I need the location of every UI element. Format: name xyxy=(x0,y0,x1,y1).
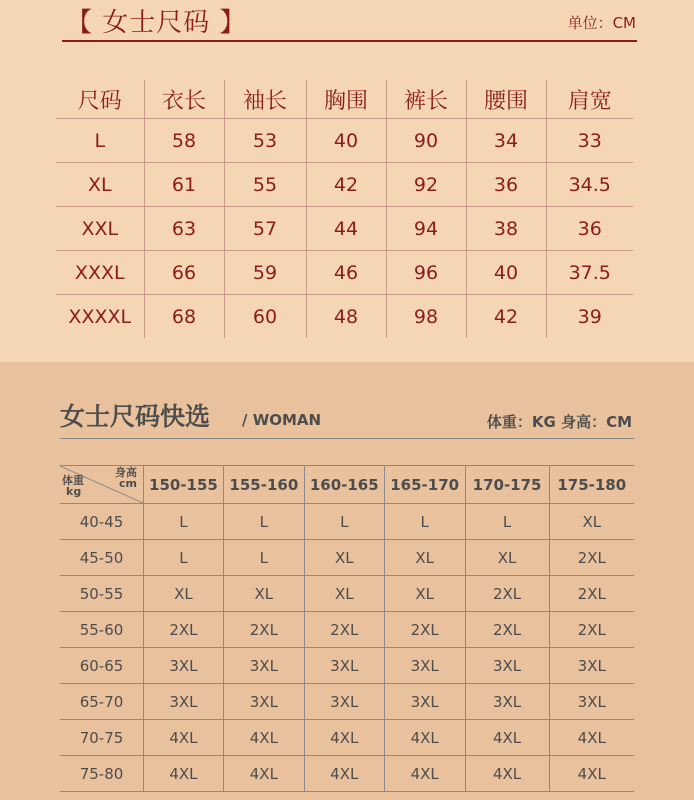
recommended-size-cell: 3XL xyxy=(549,684,634,720)
measurement-cell: 63 xyxy=(144,207,224,251)
corner-cell xyxy=(60,466,144,504)
measurement-cell: 96 xyxy=(386,251,466,295)
table-row xyxy=(60,576,634,612)
measurement-cell: 36 xyxy=(546,207,633,251)
recommended-size-cell: L xyxy=(223,540,304,576)
weight-range-cell: 45-50 xyxy=(60,540,144,576)
weight-range-cell: 70-75 xyxy=(60,720,144,756)
quick-pick-divider xyxy=(60,438,634,439)
measurement-cell: 37.5 xyxy=(546,251,633,295)
recommended-size-cell: 4XL xyxy=(549,756,634,792)
table-row xyxy=(60,540,634,576)
measurement-cell: 59 xyxy=(224,251,306,295)
recommended-size-cell: 3XL xyxy=(384,648,465,684)
measurement-cell: 34 xyxy=(466,119,546,163)
recommended-size-cell: XL xyxy=(304,576,384,612)
measurement-cell: 40 xyxy=(466,251,546,295)
recommended-size-cell: 2XL xyxy=(549,612,634,648)
height-range-header: 165-170 xyxy=(384,466,465,504)
recommended-size-cell: 3XL xyxy=(144,648,224,684)
recommended-size-cell: 3XL xyxy=(465,648,549,684)
height-unit: cm xyxy=(119,477,137,490)
height-range-header: 170-175 xyxy=(465,466,549,504)
measurement-cell: 33 xyxy=(546,119,633,163)
quick-pick-header-row xyxy=(60,466,634,504)
measurement-cell: 36 xyxy=(466,163,546,207)
recommended-size-cell: 3XL xyxy=(549,648,634,684)
measurement-cell: 92 xyxy=(386,163,466,207)
recommended-size-cell: 3XL xyxy=(384,684,465,720)
header-cell: 肩宽 xyxy=(546,80,633,119)
size-chart-title: 【 女士尺码 】 xyxy=(66,8,247,38)
recommended-size-cell: XL xyxy=(465,540,549,576)
recommended-size-cell: 4XL xyxy=(223,756,304,792)
recommended-size-cell: L xyxy=(384,504,465,540)
recommended-size-cell: 3XL xyxy=(223,684,304,720)
header-cell: 裤长 xyxy=(386,80,466,119)
header-cell: 尺码 xyxy=(77,88,122,114)
weight-range-cell: 40-45 xyxy=(60,504,144,540)
measurement-cell: 53 xyxy=(224,119,306,163)
recommended-size-cell: XL xyxy=(223,576,304,612)
header-cell: 胸围 xyxy=(306,80,386,119)
recommended-size-cell: L xyxy=(465,504,549,540)
quick-pick-unit: 体重：KG 身高：CM xyxy=(486,413,632,431)
recommended-size-cell: 2XL xyxy=(304,612,384,648)
table-row xyxy=(56,251,633,295)
size-chart-section xyxy=(0,0,694,362)
height-range-header: 175-180 xyxy=(549,466,634,504)
measurement-cell: 39 xyxy=(546,295,633,339)
recommended-size-cell: L xyxy=(223,504,304,540)
height-range-header: 150-155 xyxy=(144,466,224,504)
size-label-cell: XL xyxy=(56,163,144,207)
weight-range-cell: 65-70 xyxy=(60,684,144,720)
measurement-cell: 55 xyxy=(224,163,306,207)
recommended-size-cell: 2XL xyxy=(223,612,304,648)
size-label-cell: XXXXL xyxy=(56,295,144,339)
measurement-cell: 34.5 xyxy=(546,163,633,207)
header-cell: 腰围 xyxy=(466,80,546,119)
table-row xyxy=(60,612,634,648)
title-divider xyxy=(62,40,637,42)
recommended-size-cell: 2XL xyxy=(144,612,224,648)
quick-pick-title: 女士尺码快选 xyxy=(60,402,211,431)
recommended-size-cell: 4XL xyxy=(144,720,224,756)
table-row xyxy=(56,119,633,163)
table-row xyxy=(60,648,634,684)
recommended-size-cell: XL xyxy=(144,576,224,612)
quick-pick-table xyxy=(60,465,634,792)
recommended-size-cell: 4XL xyxy=(144,756,224,792)
weight-label: 体重 xyxy=(62,474,84,487)
table-row xyxy=(56,295,633,339)
measurement-cell: 40 xyxy=(306,119,386,163)
measurement-cell: 68 xyxy=(144,295,224,339)
recommended-size-cell: XL xyxy=(384,576,465,612)
height-label: 身高 xyxy=(115,466,137,479)
measurement-cell: 90 xyxy=(386,119,466,163)
measurement-cell: 66 xyxy=(144,251,224,295)
measurement-cell: 42 xyxy=(306,163,386,207)
measurement-cell: 44 xyxy=(306,207,386,251)
recommended-size-cell: 4XL xyxy=(304,756,384,792)
table-row xyxy=(56,207,633,251)
measurement-cell: 38 xyxy=(466,207,546,251)
recommended-size-cell: 2XL xyxy=(465,576,549,612)
recommended-size-cell: 4XL xyxy=(384,756,465,792)
recommended-size-cell: 4XL xyxy=(304,720,384,756)
measurement-cell: 42 xyxy=(466,295,546,339)
measurement-cell: 98 xyxy=(386,295,466,339)
size-label-cell: XXL xyxy=(56,207,144,251)
recommended-size-cell: 3XL xyxy=(304,684,384,720)
header-cell: 袖长 xyxy=(224,80,306,119)
weight-range-cell: 50-55 xyxy=(60,576,144,612)
weight-unit: kg xyxy=(66,485,82,498)
size-label-cell: L xyxy=(56,119,144,163)
measurement-cell: 61 xyxy=(144,163,224,207)
size-chart-unit: 单位：CM xyxy=(567,14,636,32)
recommended-size-cell: 2XL xyxy=(384,612,465,648)
recommended-size-cell: 4XL xyxy=(223,720,304,756)
quick-pick-subtitle: / WOMAN xyxy=(242,411,322,429)
recommended-size-cell: 4XL xyxy=(384,720,465,756)
table-row xyxy=(60,684,634,720)
table-row xyxy=(56,163,633,207)
recommended-size-cell: 3XL xyxy=(144,684,224,720)
recommended-size-cell: XL xyxy=(304,540,384,576)
recommended-size-cell: XL xyxy=(549,504,634,540)
recommended-size-cell: 2XL xyxy=(549,576,634,612)
table-row xyxy=(60,756,634,792)
recommended-size-cell: L xyxy=(144,504,224,540)
height-range-header: 160-165 xyxy=(304,466,384,504)
measurement-cell: 60 xyxy=(224,295,306,339)
height-range-header: 155-160 xyxy=(223,466,304,504)
recommended-size-cell: L xyxy=(304,504,384,540)
recommended-size-cell: 2XL xyxy=(549,540,634,576)
size-chart-table xyxy=(56,80,633,338)
recommended-size-cell: 3XL xyxy=(304,648,384,684)
size-label-cell: XXXL xyxy=(56,251,144,295)
measurement-cell: 94 xyxy=(386,207,466,251)
size-chart-header-row xyxy=(56,80,633,119)
measurement-cell: 57 xyxy=(224,207,306,251)
table-row xyxy=(60,504,634,540)
recommended-size-cell: 2XL xyxy=(465,612,549,648)
recommended-size-cell: 4XL xyxy=(465,756,549,792)
recommended-size-cell: 3XL xyxy=(223,648,304,684)
recommended-size-cell: 4XL xyxy=(465,720,549,756)
weight-range-cell: 60-65 xyxy=(60,648,144,684)
measurement-cell: 48 xyxy=(306,295,386,339)
recommended-size-cell: 4XL xyxy=(549,720,634,756)
measurement-cell: 58 xyxy=(144,119,224,163)
weight-range-cell: 75-80 xyxy=(60,756,144,792)
measurement-cell: 46 xyxy=(306,251,386,295)
recommended-size-cell: 3XL xyxy=(465,684,549,720)
recommended-size-cell: XL xyxy=(384,540,465,576)
weight-range-cell: 55-60 xyxy=(60,612,144,648)
recommended-size-cell: L xyxy=(144,540,224,576)
table-row xyxy=(60,720,634,756)
header-cell: 衣长 xyxy=(144,80,224,119)
